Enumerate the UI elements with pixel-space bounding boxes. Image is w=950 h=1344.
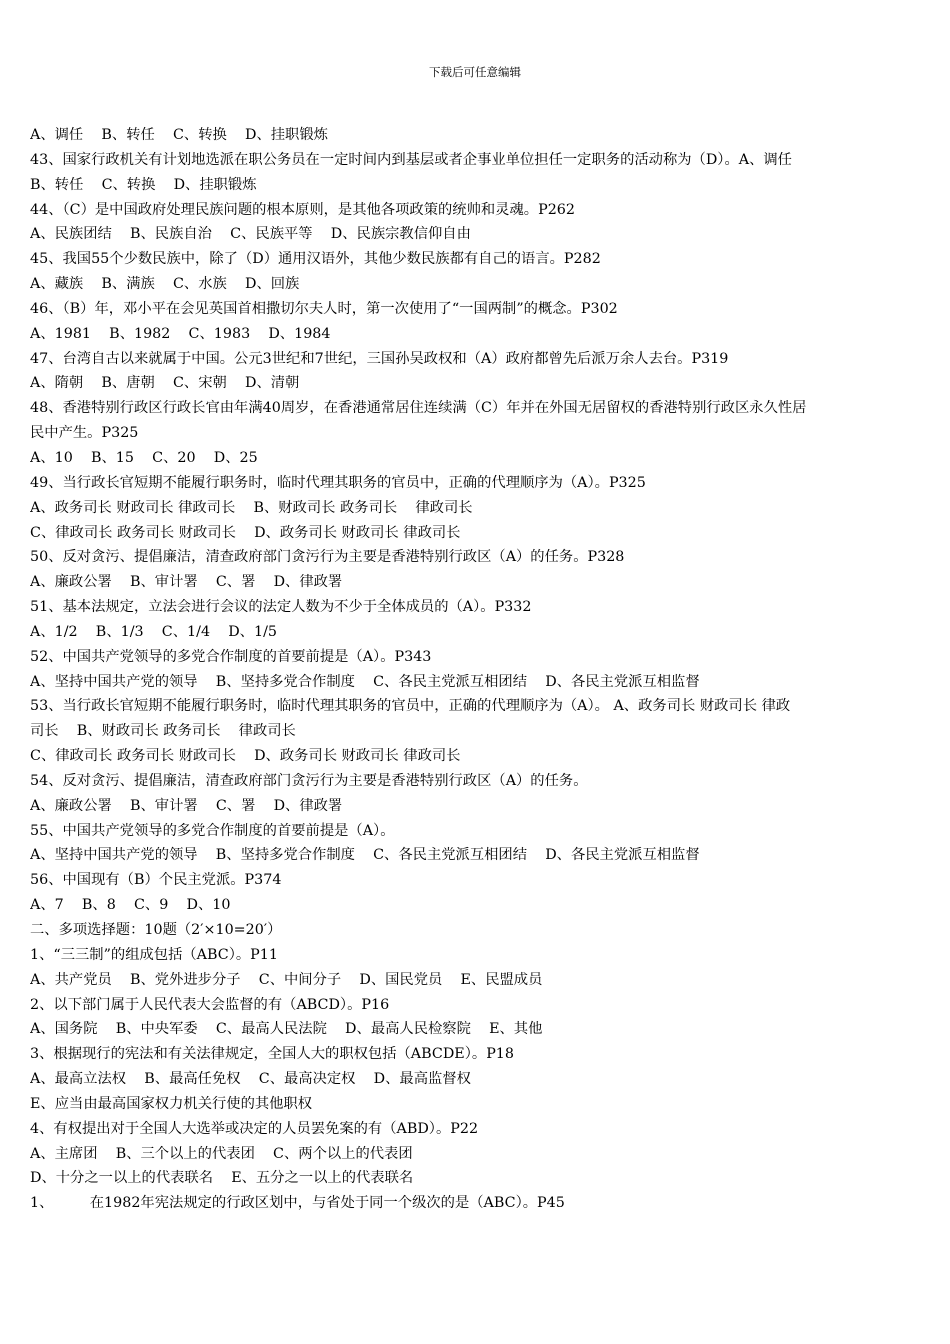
- text-line: 49、当行政长官短期不能履行职务时，临时代理其职务的官员中，正确的代理顺序为（A）。P325: [30, 474, 646, 491]
- text-line: B、转任 C、转换 D、挂职锻炼: [30, 176, 257, 193]
- page-header: 下载后可任意编辑: [429, 65, 521, 79]
- text-line: E、应当由最高国家权力机关行使的其他职权: [30, 1095, 313, 1112]
- text-line: 二、多项选择题：10题（2′×10=20′）: [30, 922, 282, 938]
- text-line: A、共产党员 B、党外进步分子 C、中间分子 D、国民党员 E、民盟成员: [30, 971, 543, 988]
- document-body: [30, 123, 936, 1216]
- text-line: 51、基本法规定，立法会进行会议的法定人数为不少于全体成员的（A）。P332: [30, 599, 532, 616]
- text-line: 53、当行政长官短期不能履行职务时，临时代理其职务的官员中，正确的代理顺序为（A）。 A、政务司长 财政司长 律政: [30, 698, 791, 715]
- text-line: 52、中国共产党领导的多党合作制度的首要前提是（A）。P343: [30, 648, 432, 665]
- text-line: 45、我国55个少数民族中，除了（D）通用汉语外，其他少数民族都有自己的语言。P282: [30, 251, 601, 268]
- text-line: 1、 在1982年宪法规定的行政区划中，与省处于同一个级次的是（ABC）。P45: [30, 1195, 565, 1212]
- text-line: A、廉政公署 B、审计署 C、署 D、律政署: [30, 574, 343, 591]
- text-line: C、律政司长 政务司长 财政司长 D、政务司长 财政司长 律政司长: [30, 524, 461, 541]
- text-line: A、隋朝 B、唐朝 C、宋朝 D、清朝: [30, 375, 300, 392]
- text-line: A、主席团 B、三个以上的代表团 C、两个以上的代表团: [30, 1145, 413, 1162]
- text-line: A、1981 B、1982 C、1983 D、1984: [30, 325, 331, 342]
- text-line: A、坚持中国共产党的领导 B、坚持多党合作制度 C、各民主党派互相团结 D、各民主党派互相监督: [30, 847, 700, 864]
- text-line: A、民族团结 B、民族自治 C、民族平等 D、民族宗教信仰自由: [30, 226, 471, 243]
- text-line: A、坚持中国共产党的领导 B、坚持多党合作制度 C、各民主党派互相团结 D、各民主党派互相监督: [30, 673, 700, 690]
- text-line: 司长 B、财政司长 政务司长 律政司长: [30, 723, 296, 740]
- text-line: 46、（B）年，邓小平在会见英国首相撒切尔夫人时，第一次使用了“一国两制”的概念。P302: [30, 300, 618, 317]
- text-line: 55、中国共产党领导的多党合作制度的首要前提是（A）。: [30, 822, 395, 839]
- text-line: A、政务司长 财政司长 律政司长 B、财政司长 政务司长 律政司长: [30, 499, 473, 516]
- text-line: A、藏族 B、满族 C、水族 D、回族: [30, 276, 300, 293]
- text-line: 54、反对贪污、提倡廉洁，清查政府部门贪污行为主要是香港特别行政区（A）的任务。: [30, 772, 588, 789]
- text-line: 1、“三三制”的组成包括（ABC）。P11: [30, 946, 278, 963]
- text-line: A、廉政公署 B、审计署 C、署 D、律政署: [30, 797, 343, 814]
- text-line: 56、中国现有（B）个民主党派。P374: [30, 872, 282, 889]
- text-line: 44、（C）是中国政府处理民族问题的根本原则，是其他各项政策的统帅和灵魂。P262: [30, 201, 575, 218]
- text-line: 43、国家行政机关有计划地选派在职公务员在一定时间内到基层或者企事业单位担任一定职务的活动称为（D）。A、调任: [30, 151, 792, 168]
- text-line: 4、有权提出对于全国人大选举或决定的人员罢免案的有（ABD）。P22: [30, 1120, 479, 1137]
- text-line: 3、根据现行的宪法和有关法律规定，全国人大的职权包括（ABCDE）。P18: [30, 1046, 515, 1063]
- text-line: 50、反对贪污、提倡廉洁，清查政府部门贪污行为主要是香港特别行政区（A）的任务。P328: [30, 549, 625, 566]
- text-line: 47、台湾自古以来就属于中国。公元3世纪和7世纪，三国孙吴政权和（A）政府都曾先后派万余人去台。P319: [30, 350, 729, 367]
- text-line: A、最高立法权 B、最高任免权 C、最高决定权 D、最高监督权: [30, 1071, 471, 1088]
- text-line: A、调任 B、转任 C、转换 D、挂职锻炼: [30, 127, 328, 143]
- text-line: 民中产生。P325: [30, 425, 139, 442]
- text-line: 2、以下部门属于人民代表大会监督的有（ABCD）。P16: [30, 996, 390, 1013]
- text-line: A、1/2 B、1/3 C、1/4 D、1/5: [30, 623, 277, 640]
- text-line: A、7 B、8 C、9 D、10: [30, 897, 231, 914]
- text-line: D、十分之一以上的代表联名 E、五分之一以上的代表联名: [30, 1170, 414, 1187]
- text-line: C、律政司长 政务司长 财政司长 D、政务司长 财政司长 律政司长: [30, 748, 461, 765]
- text-line: 48、香港特别行政区行政长官由年满40周岁，在香港通常居住连续满（C）年并在外国无居留权的香港特别行政区永久性居: [30, 400, 807, 417]
- text-line: A、10 B、15 C、20 D、25: [30, 449, 258, 466]
- text-line: A、国务院 B、中央军委 C、最高人民法院 D、最高人民检察院 E、其他: [30, 1021, 543, 1038]
